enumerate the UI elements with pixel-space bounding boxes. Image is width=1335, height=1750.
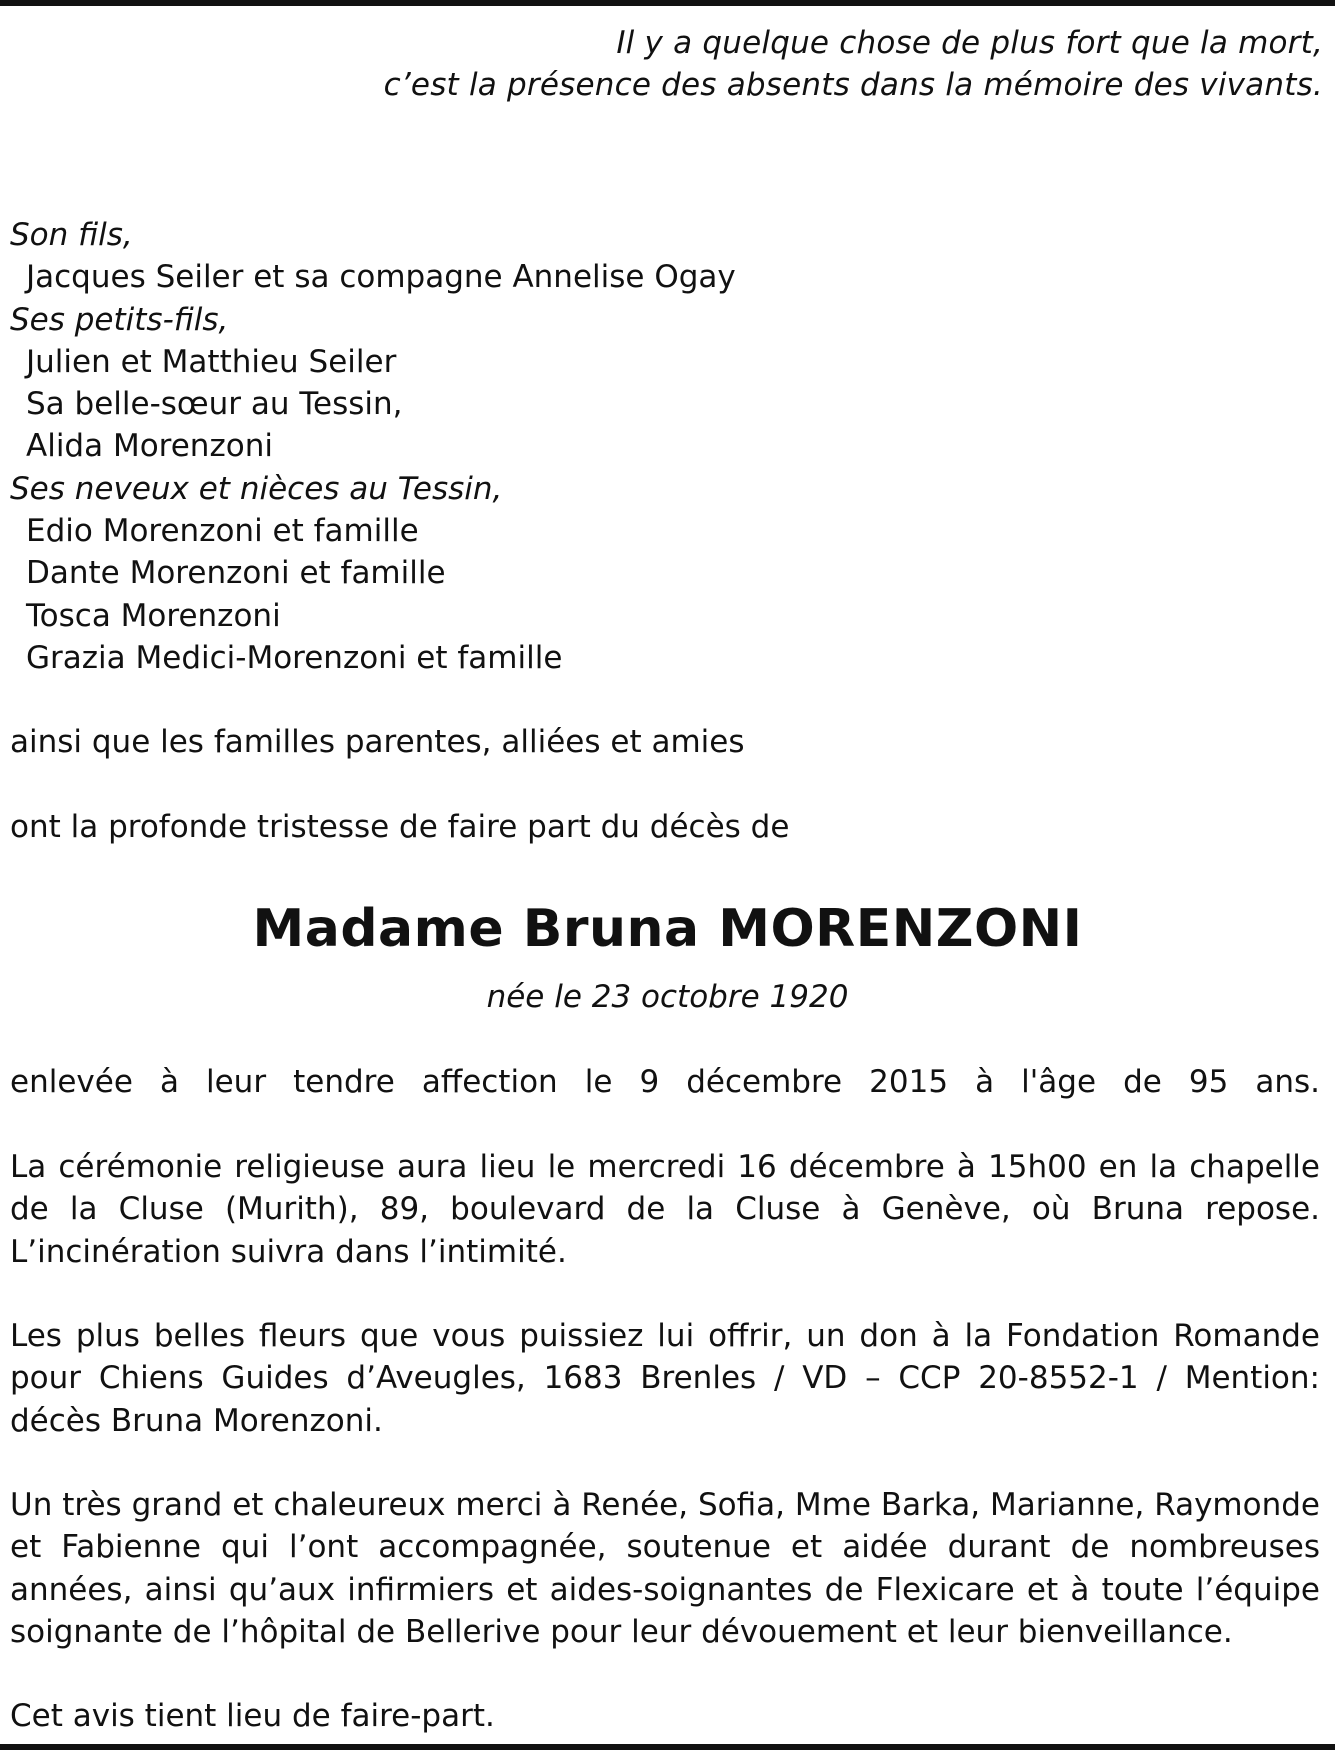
family-list <box>10 214 1310 679</box>
epigraph-line-2: c’est la présence des absents dans la mémoire des vivants. <box>383 67 1323 103</box>
family-member: Dante Morenzoni et famille <box>26 555 446 592</box>
family-member: Tosca Morenzoni <box>26 597 281 634</box>
birth-date: née le 23 octobre 1920 <box>486 979 849 1015</box>
announcement-line: ont la profonde tristesse de faire part du décès de <box>10 809 790 845</box>
family-role: Ses neveux et nièces au Tessin, <box>10 470 503 507</box>
family-member: Jacques Seiler et sa compagne Annelise Ogay <box>26 259 736 296</box>
extended-family-line: ainsi que les familles parentes, alliées et amies <box>10 724 745 760</box>
ceremony-paragraph: La cérémonie religieuse aura lieu le mercredi 16 décembre à 15h00 en la chapelle de la Cluse (Murith), 89, boulevard de la Cluse à Genève, où Bruna repose. L’incinération suivra dans l’intimité. <box>10 1149 1320 1270</box>
family-member: Julien et Matthieu Seiler <box>26 343 397 380</box>
epigraph-quote <box>384 22 1323 106</box>
family-role: Son fils, <box>10 217 133 253</box>
deceased-name: Madame Bruna MORENZONI <box>252 899 1083 959</box>
family-role: Ses petits-fils, <box>10 301 229 338</box>
family-member: Alida Morenzoni <box>26 428 273 465</box>
family-member: Sa belle-sœur au Tessin, <box>26 386 403 423</box>
thanks-paragraph: Un très grand et chaleureux merci à Renée, Sofia, Mme Barka, Marianne, Raymonde et Fabienne qui l’ont accompagnée, soutenue et aidée durant de nombreuses années, ainsi qu’aux infirmiers et aides-soignantes de Flexicare et à toute l’équipe soignante de l’hôpital de Bellerive pour leur dévouement et leur bienveillance. <box>10 1487 1320 1650</box>
family-member: Grazia Medici-Morenzoni et famille <box>26 639 563 676</box>
family-member: Edio Morenzoni et famille <box>26 513 419 550</box>
closing-line: Cet avis tient lieu de faire-part. <box>10 1698 495 1734</box>
donation-paragraph: Les plus belles fleurs que vous puissiez lui offrir, un don à la Fondation Romande pour Chiens Guides d’Aveugles, 1683 Brenles / VD – CCP 20-8552-1 / Mention: décès Bruna Morenzoni. <box>10 1318 1320 1439</box>
death-statement: enlevée à leur tendre affection le 9 décembre 2015 à l'âge de 95 ans. <box>10 1064 1320 1100</box>
epigraph-line-1: Il y a quelque chose de plus fort que la mort, <box>616 25 1323 61</box>
